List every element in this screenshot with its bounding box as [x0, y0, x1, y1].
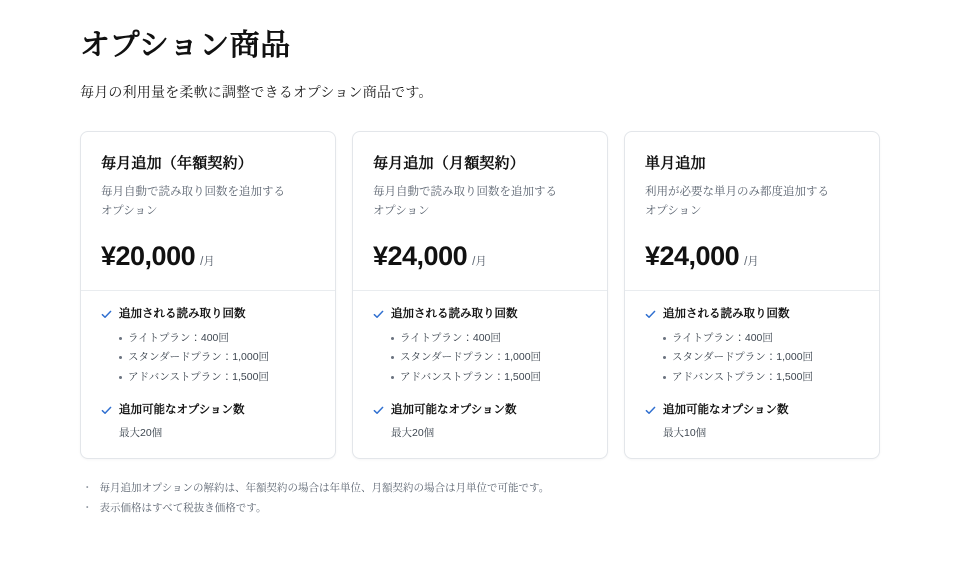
- pricing-card[interactable]: [80, 131, 336, 459]
- feature-heading-label: 追加される読み取り回数: [119, 308, 246, 320]
- card-description-line-2: オプション: [101, 204, 158, 217]
- pricing-card[interactable]: [624, 131, 880, 459]
- footnote-bullet: ・: [82, 481, 93, 494]
- card-description-line-1: 利用が必要な単月のみ都度追加する: [645, 186, 829, 198]
- list-item: ライトプラン：400回: [391, 329, 587, 348]
- card-price-unit: /月: [744, 256, 759, 268]
- footnote: [80, 499, 880, 519]
- list-item: アドバンストプラン：1,500回: [119, 368, 315, 387]
- feature-note: 最大10個: [663, 427, 707, 440]
- page-title: オプション商品: [80, 29, 291, 62]
- check-icon: [101, 405, 112, 416]
- check-icon: [101, 309, 112, 320]
- feature-heading-label: 追加される読み取り回数: [663, 308, 790, 320]
- feature-heading-label: 追加される読み取り回数: [391, 308, 518, 320]
- footnote-list: [80, 479, 880, 519]
- check-icon: [645, 309, 656, 320]
- feature-group: [101, 403, 315, 442]
- feature-heading: [101, 307, 315, 322]
- card-price-row: [101, 241, 315, 272]
- card-divider: [81, 290, 335, 291]
- feature-heading-label: 追加可能なオプション数: [663, 404, 789, 417]
- card-description: [645, 183, 859, 221]
- list-item: スタンダードプラン：1,000回: [663, 348, 859, 367]
- pricing-card-list: [80, 131, 880, 459]
- feature-heading-label: 追加可能なオプション数: [119, 404, 245, 417]
- list-item: アドバンストプラン：1,500回: [663, 368, 859, 387]
- feature-note: 最大20個: [119, 427, 163, 440]
- card-title: 毎月追加（年額契約）: [101, 155, 254, 172]
- footnote-text: 表示価格はすべて税抜き価格です。: [99, 501, 267, 514]
- list-item: スタンダードプラン：1,000回: [391, 348, 587, 367]
- page-subtitle: 毎月の利用量を柔軟に調整できるオプション商品です。: [80, 84, 433, 100]
- card-price: ¥24,000: [645, 241, 740, 271]
- list-item: アドバンストプラン：1,500回: [391, 368, 587, 387]
- feature-group: [373, 403, 587, 442]
- check-icon: [645, 405, 656, 416]
- card-description-line-1: 毎月自動で読み取り回数を追加する: [373, 186, 557, 198]
- feature-heading: [373, 307, 587, 322]
- feature-heading: [101, 403, 315, 418]
- feature-item-list: [373, 329, 587, 387]
- check-icon: [373, 405, 384, 416]
- card-description-line-1: 毎月自動で読み取り回数を追加する: [101, 186, 285, 198]
- list-item: ライトプラン：400回: [663, 329, 859, 348]
- card-description: [373, 183, 587, 221]
- feature-heading: [645, 307, 859, 322]
- card-price: ¥24,000: [373, 241, 468, 271]
- card-price-unit: /月: [200, 256, 215, 268]
- feature-heading-label: 追加可能なオプション数: [391, 404, 517, 417]
- card-price-row: [373, 241, 587, 272]
- pricing-card[interactable]: [352, 131, 608, 459]
- card-divider: [625, 290, 879, 291]
- check-icon: [373, 309, 384, 320]
- card-title: 毎月追加（月額契約）: [373, 155, 526, 172]
- card-description: [101, 183, 315, 221]
- list-item: ライトプラン：400回: [119, 329, 315, 348]
- card-price-row: [645, 241, 859, 272]
- card-description-line-2: オプション: [373, 204, 430, 217]
- feature-group: [645, 307, 859, 387]
- feature-group: [373, 307, 587, 387]
- list-item: スタンダードプラン：1,000回: [119, 348, 315, 367]
- footnote-text: 毎月追加オプションの解約は、年額契約の場合は年単位、月額契約の場合は月単位で可能です。: [99, 481, 550, 494]
- feature-heading: [373, 403, 587, 418]
- card-divider: [353, 290, 607, 291]
- feature-group: [645, 403, 859, 442]
- card-price: ¥20,000: [101, 241, 196, 271]
- feature-heading: [645, 403, 859, 418]
- feature-item-list: [101, 329, 315, 387]
- feature-note: 最大20個: [391, 427, 435, 440]
- card-price-unit: /月: [472, 256, 487, 268]
- footnote-bullet: ・: [82, 501, 93, 514]
- card-description-line-2: オプション: [645, 204, 702, 217]
- feature-item-list: [645, 329, 859, 387]
- footnote: [80, 479, 880, 499]
- card-title: 単月追加: [645, 155, 706, 172]
- feature-group: [101, 307, 315, 387]
